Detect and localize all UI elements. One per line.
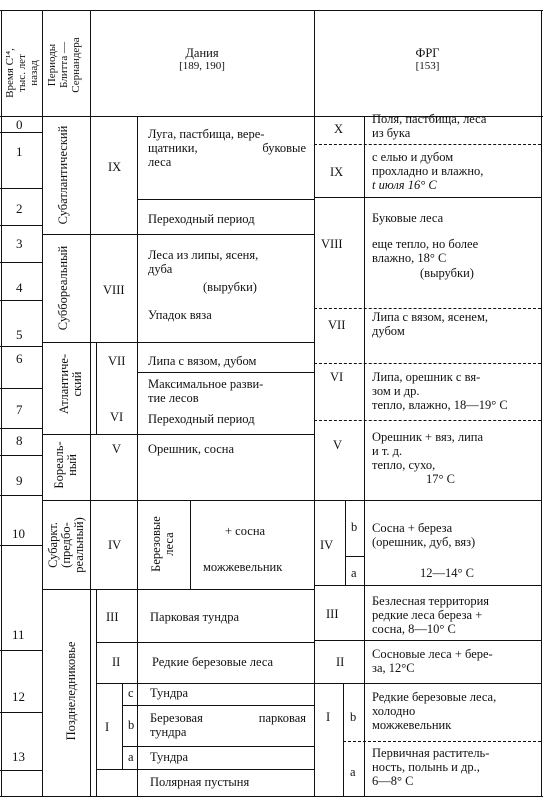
text: ский bbox=[70, 371, 84, 397]
text: тие лесов bbox=[148, 391, 199, 405]
grid-line bbox=[345, 556, 364, 557]
grid-line bbox=[96, 589, 97, 796]
frg-zone-vii: VII bbox=[328, 318, 346, 332]
dk-v-text: Орешник, сосна bbox=[148, 442, 235, 456]
frg-viii-text1: Буковые леса bbox=[372, 211, 444, 225]
dk-ix-text bbox=[148, 127, 306, 169]
dk-zone-i: I bbox=[105, 720, 110, 734]
text: тундра bbox=[150, 725, 187, 739]
frg-i-sub-a: a bbox=[350, 765, 356, 779]
dk-zone-vii: VII bbox=[108, 354, 126, 368]
frg-zone-ii: II bbox=[336, 655, 345, 669]
frg-ix-text bbox=[372, 150, 483, 192]
time-tick: 11 bbox=[12, 627, 25, 642]
time-tick: 6 bbox=[16, 351, 23, 366]
header-periods-column bbox=[46, 13, 86, 117]
dk-vi-text: Переходный период bbox=[148, 412, 255, 426]
header-time-column bbox=[4, 21, 40, 125]
text: Сернандера bbox=[70, 37, 82, 93]
text: Дания bbox=[185, 46, 219, 60]
time-tick: 13 bbox=[12, 749, 25, 764]
text: Блитта — bbox=[58, 42, 70, 88]
text: Орешник + вяз, липа bbox=[372, 430, 484, 444]
dk-iv-juniper: можжевельник bbox=[203, 560, 283, 574]
text: Березовая парковая bbox=[150, 711, 306, 725]
dk-viii-decline: Упадок вяза bbox=[148, 308, 212, 322]
text: Редкие березовые леса, bbox=[372, 690, 497, 704]
table-left-border bbox=[1, 10, 2, 796]
time-tick: 8 bbox=[16, 433, 23, 448]
dk-iv-pine: + сосна bbox=[225, 524, 266, 538]
time-tick: 1 bbox=[16, 144, 23, 159]
tick-line bbox=[0, 132, 42, 133]
dk-sub-c: c bbox=[128, 686, 134, 700]
grid-line bbox=[96, 683, 314, 684]
header-denmark bbox=[90, 46, 314, 72]
text: Бореаль- bbox=[52, 441, 66, 489]
boundary-boreal bbox=[42, 500, 314, 501]
text: из бука bbox=[372, 126, 411, 140]
grid-line bbox=[314, 144, 541, 145]
dk-zone-vi: VI bbox=[110, 410, 124, 424]
frg-v-text bbox=[372, 430, 483, 486]
dk-zone-ii: II bbox=[112, 655, 121, 669]
text: тепло, сухо, bbox=[372, 458, 436, 472]
text: Липа с вязом, ясенем, bbox=[372, 310, 488, 324]
frg-zone-vi: VI bbox=[330, 370, 344, 384]
frg-iii-text bbox=[372, 594, 489, 636]
grid-line bbox=[314, 585, 541, 586]
grid-line bbox=[343, 683, 344, 796]
period-subarctic bbox=[47, 503, 87, 587]
tick-line bbox=[0, 650, 42, 651]
table-top-border bbox=[0, 10, 543, 11]
dk-sub-b: b bbox=[128, 718, 135, 732]
text: реальный) bbox=[72, 517, 86, 573]
text: сосна, 8—10° C bbox=[372, 622, 456, 636]
grid-line bbox=[96, 769, 314, 770]
text: ФРГ bbox=[415, 46, 440, 60]
frg-zone-x: X bbox=[334, 122, 344, 136]
period-atlantic bbox=[58, 344, 86, 424]
col-divider-countries bbox=[314, 10, 315, 796]
text: Леса из липы, ясеня, bbox=[148, 248, 259, 262]
frg-zone-v: V bbox=[333, 438, 343, 452]
text: Атлантиче- bbox=[57, 353, 71, 415]
period-subatlantic: Субатлантический bbox=[56, 125, 70, 225]
frg-iv-sub-a: a bbox=[351, 566, 357, 580]
text: дубом bbox=[372, 324, 405, 338]
tick-line bbox=[0, 455, 42, 456]
time-tick: 2 bbox=[16, 201, 23, 216]
text: Субаркт. bbox=[46, 522, 60, 568]
grid-line bbox=[343, 741, 541, 742]
dk-polar-desert: Полярная пустыня bbox=[150, 775, 250, 789]
time-tick: 10 bbox=[12, 526, 25, 541]
text: тепло, влажно, 18—19° C bbox=[372, 398, 508, 412]
boundary-atlantic bbox=[42, 434, 314, 435]
frg-viii-cuttings: (вырубки) bbox=[420, 266, 474, 280]
dk-ia-text: Тундра bbox=[150, 750, 189, 764]
dk-zone-ix: IX bbox=[108, 160, 122, 174]
tick-line bbox=[0, 495, 42, 496]
text: влажно, 18° C bbox=[372, 251, 447, 265]
text: холодно bbox=[372, 704, 416, 718]
grid-line bbox=[137, 372, 314, 373]
dk-ib-text bbox=[150, 711, 306, 739]
grid-line bbox=[345, 500, 346, 585]
text: Сосна + береза bbox=[372, 521, 453, 535]
boundary-subboreal bbox=[42, 342, 314, 343]
text: t июля 16° C bbox=[372, 178, 437, 192]
frg-iv-text bbox=[372, 521, 475, 549]
text: Периоды bbox=[46, 43, 58, 87]
grid-line bbox=[137, 199, 314, 200]
dk-zone-iv: IV bbox=[108, 538, 122, 552]
text: за, 12°C bbox=[372, 661, 415, 675]
text: с елью и дубом bbox=[372, 150, 454, 164]
grid-line bbox=[122, 683, 123, 769]
time-tick: 12 bbox=[12, 689, 25, 704]
grid-line bbox=[314, 640, 541, 641]
text: назад bbox=[28, 60, 40, 86]
frg-ia-text bbox=[372, 746, 489, 788]
tick-line bbox=[0, 770, 42, 771]
grid-line bbox=[314, 308, 541, 309]
grid-line bbox=[122, 705, 314, 706]
tick-line bbox=[0, 300, 42, 301]
dk-sub-a: a bbox=[128, 750, 134, 764]
frg-i-sub-b: b bbox=[350, 710, 357, 724]
dk-viii-text bbox=[148, 248, 258, 276]
text: ный bbox=[65, 454, 79, 476]
tick-line bbox=[0, 225, 42, 226]
period-lateglacial: Позднеледниковье bbox=[64, 641, 78, 741]
grid-line bbox=[190, 500, 191, 589]
text: [153] bbox=[415, 60, 440, 72]
text: 17° C bbox=[426, 472, 455, 486]
frg-zone-iii: III bbox=[326, 607, 339, 621]
frg-zone-ix: IX bbox=[330, 165, 344, 179]
text: Луга, пастбища, вере- bbox=[148, 127, 265, 141]
dk-transition-1: Переходный период bbox=[148, 212, 255, 226]
grid-line bbox=[96, 642, 314, 643]
frg-ib-text bbox=[372, 690, 496, 732]
dk-iv-birch bbox=[150, 508, 178, 580]
tick-line bbox=[0, 428, 42, 429]
text: Поля, пастбища, леса bbox=[372, 112, 487, 126]
text: можжевельник bbox=[372, 718, 452, 732]
text: еще тепло, но более bbox=[372, 237, 479, 251]
grid-line bbox=[314, 363, 541, 364]
text: 6—8° C bbox=[372, 774, 414, 788]
text: Сосновые леса + бере- bbox=[372, 647, 493, 661]
time-tick: 0 bbox=[16, 117, 23, 132]
time-tick: 7 bbox=[16, 402, 23, 417]
frg-vii-text bbox=[372, 310, 488, 338]
text: Первичная раститель- bbox=[372, 746, 490, 760]
text: леса bbox=[148, 155, 172, 169]
grid-line bbox=[314, 500, 541, 501]
frg-vi-text bbox=[372, 370, 508, 412]
grid-line bbox=[96, 342, 97, 434]
text: Безлесная территория bbox=[372, 594, 490, 608]
denmark-zone-col bbox=[137, 116, 138, 796]
grid-line bbox=[314, 197, 541, 198]
text: прохладно и влажно, bbox=[372, 164, 484, 178]
dk-ic-text: Тундра bbox=[150, 686, 189, 700]
table-right-border bbox=[541, 10, 542, 796]
tick-line bbox=[0, 262, 42, 263]
frg-iv-temp: 12—14° C bbox=[420, 566, 474, 580]
time-tick: 3 bbox=[16, 236, 23, 251]
dk-vii-text: Липа с вязом, дубом bbox=[148, 354, 257, 368]
text: щатники, буковые bbox=[148, 141, 306, 155]
grid-line bbox=[314, 683, 541, 684]
tick-line bbox=[0, 388, 42, 389]
grid-line bbox=[314, 420, 541, 421]
text: (орешник, дуб, вяз) bbox=[372, 535, 476, 549]
frg-zone-iv: IV bbox=[320, 538, 334, 552]
col-divider-periods bbox=[90, 10, 91, 796]
tick-line bbox=[0, 545, 42, 546]
tick-line bbox=[0, 188, 42, 189]
text: Березовые bbox=[149, 516, 163, 572]
text: (предбо- bbox=[59, 522, 73, 568]
frg-viii-text2 bbox=[372, 237, 478, 265]
time-tick: 5 bbox=[16, 327, 23, 342]
dk-iii-text: Парковая тундра bbox=[150, 610, 240, 624]
table-bottom-border bbox=[0, 796, 543, 797]
frg-zone-col bbox=[364, 116, 365, 796]
text: Липа, орешник с вя- bbox=[372, 370, 481, 384]
dk-vii-max bbox=[148, 377, 263, 405]
dk-zone-iii: III bbox=[106, 610, 119, 624]
frg-x-text bbox=[372, 112, 486, 140]
frg-ii-text bbox=[372, 647, 493, 675]
dk-zone-viii: VIII bbox=[103, 283, 125, 297]
text: и т. д. bbox=[372, 444, 403, 458]
dk-viii-cuttings: (вырубки) bbox=[203, 280, 257, 294]
time-tick: 4 bbox=[16, 280, 23, 295]
text: редкие леса береза + bbox=[372, 608, 483, 622]
text: тыс. лет bbox=[16, 54, 28, 92]
text: зом и др. bbox=[372, 384, 420, 398]
frg-zone-viii: VIII bbox=[321, 237, 343, 251]
text: ность, полынь и др., bbox=[372, 760, 480, 774]
frg-iv-sub-b: b bbox=[351, 520, 358, 534]
period-boreal bbox=[53, 435, 81, 495]
header-frg bbox=[314, 46, 541, 72]
text: леса bbox=[162, 532, 176, 556]
col-divider-time bbox=[42, 10, 43, 796]
period-subboreal: Суббореальный bbox=[56, 245, 70, 331]
time-tick: 9 bbox=[16, 473, 23, 488]
dk-zone-v: V bbox=[112, 442, 122, 456]
tick-line bbox=[0, 712, 42, 713]
boundary-subatlantic bbox=[42, 234, 314, 235]
frg-zone-i: I bbox=[326, 710, 331, 724]
grid-line bbox=[122, 746, 314, 747]
text: [189, 190] bbox=[179, 60, 225, 72]
text: дуба bbox=[148, 262, 173, 276]
text: Время С¹⁴, bbox=[4, 48, 16, 98]
dk-ii-text: Редкие березовые леса bbox=[152, 655, 274, 669]
boundary-subarctic bbox=[42, 589, 314, 590]
tick-line bbox=[0, 346, 42, 347]
text: Максимальное разви- bbox=[148, 377, 264, 391]
